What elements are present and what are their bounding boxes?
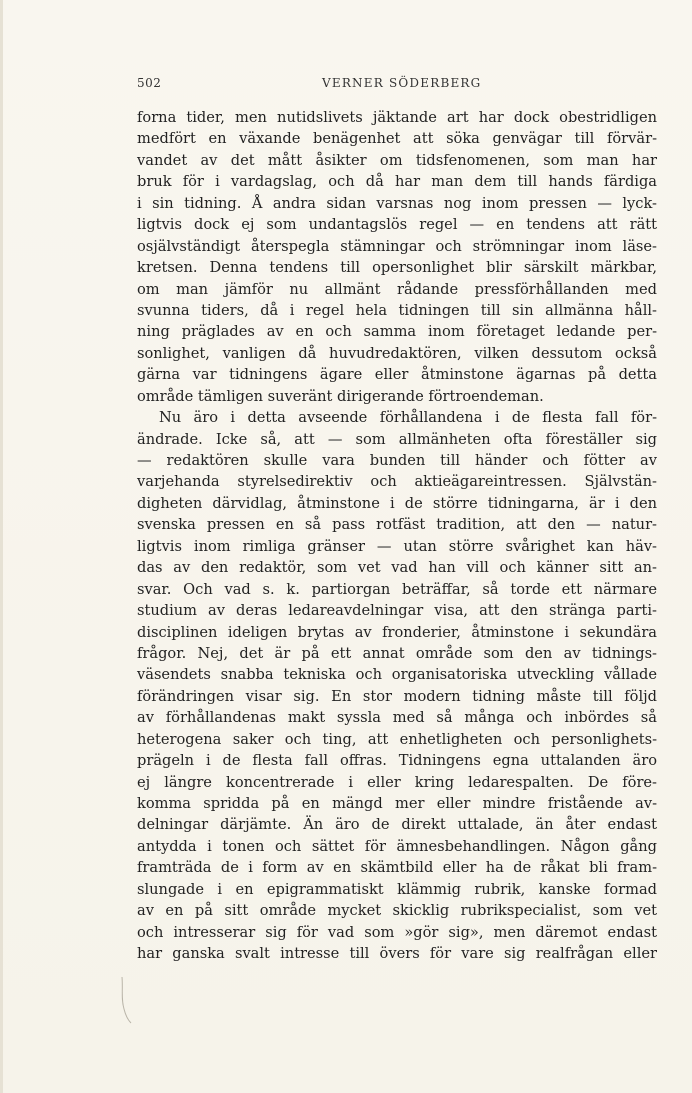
text-line: och intresserar sig för vad som »gör sig», men däremot endast (137, 923, 657, 941)
running-head: VERNER SÖDERBERG (322, 76, 482, 90)
body-text (137, 107, 657, 965)
text-line: har ganska svalt intresse till övers för vare sig realfrågan eller (137, 945, 657, 963)
text-line: antydda i tonen och sättet för ämnesbehandlingen. Någon gång (137, 837, 657, 855)
text-line: Nu äro i detta avseende förhållandena i de flesta fall för- (159, 409, 657, 427)
text-line: vandet av det mått åsikter om tidsfenomenen, som man har (137, 151, 657, 169)
text-line: ning präglades av en och samma inom företaget ledande per- (137, 323, 657, 341)
text-line: ej längre koncentrerade i eller kring ledarespalten. De före- (137, 773, 657, 791)
page-number: 502 (137, 76, 162, 90)
text-line: osjälvständigt återspegla stämningar och strömningar inom läse- (137, 237, 657, 255)
text-line: ligtvis inom rimliga gränser — utan större svårighet kan häv- (137, 537, 657, 555)
text-line: frågor. Nej, det är på ett annat område som den av tidnings- (137, 644, 657, 662)
text-line: delningar därjämte. Än äro de direkt uttalade, än åter endast (137, 816, 657, 834)
text-line: komma spridda på en mängd mer eller mindre fristående av- (137, 795, 657, 812)
text-line: bruk för i vardagslag, och då har man dem till hands färdiga (137, 173, 657, 191)
text-line: av förhållandenas makt syssla med så många och inbördes så (137, 709, 657, 727)
page-edge (0, 0, 3, 1093)
text-line: varjehanda styrelsedirektiv och aktieägareintressen. Självstän- (137, 473, 657, 491)
text-line: disciplinen ideligen brytas av fronderier, åtminstone i sekundära (137, 623, 657, 641)
text-line: medfört en växande benägenhet att söka genvägar till förvär- (137, 130, 657, 148)
text-line: ligtvis dock ej som undantagslös regel — en tendens att rätt (137, 216, 657, 234)
page-header (137, 76, 657, 94)
text-line: sonlighet, vanligen då huvudredaktören, vilken dessutom också (137, 344, 657, 362)
text-line: das av den redaktör, som vet vad han vill och känner sitt an- (137, 559, 657, 577)
text-line: forna tider, men nutidslivets jäktande art har dock obestridligen (137, 109, 657, 126)
text-line: område tämligen suveränt dirigerande förtroendeman. (137, 387, 544, 405)
text-line: svar. Och vad s. k. partiorgan beträffar, så torde ett närmare (137, 580, 657, 598)
text-line: studium av deras ledareavdelningar visa, att den stränga parti- (137, 602, 657, 620)
text-line: svenska pressen en så pass rotfäst tradition, att den — natur- (137, 516, 657, 534)
text-line: prägeln i de flesta fall offras. Tidningens egna uttalanden äro (137, 752, 657, 770)
text-line: — redaktören skulle vara bunden till händer och fötter av (137, 452, 657, 469)
text-line: svunna tiders, då i regel hela tidningen till sin allmänna håll- (137, 301, 657, 319)
text-line: ändrade. Icke så, att — som allmänheten ofta föreställer sig (137, 430, 657, 448)
text-line: kretsen. Denna tendens till opersonlighet blir särskilt märkbar, (137, 259, 657, 277)
text-line: heterogena saker och ting, att enhetligheten och personlighets- (137, 730, 657, 748)
pencil-mark (119, 975, 133, 1025)
text-line: väsendets snabba tekniska och organisatoriska utveckling vållade (137, 666, 657, 684)
text-line: framträda de i form av en skämtbild eller ha de råkat bli fram- (137, 859, 657, 877)
text-line: förändringen visar sig. En stor modern tidning måste till följd (137, 687, 657, 705)
text-line: om man jämför nu allmänt rådande pressförhållanden med (137, 280, 657, 298)
text-line: slungade i en epigrammatiskt klämmig rubrik, kanske formad (137, 880, 657, 898)
text-line: av en på sitt område mycket skicklig rubrikspecialist, som vet (137, 902, 657, 920)
text-line: gärna var tidningens ägare eller åtminstone ägarnas på detta (137, 366, 657, 384)
text-line: i sin tidning. Å andra sidan varsnas nog inom pressen — lyck- (137, 194, 657, 212)
text-line: digheten därvidlag, åtminstone i de större tidningarna, är i den (137, 494, 657, 512)
